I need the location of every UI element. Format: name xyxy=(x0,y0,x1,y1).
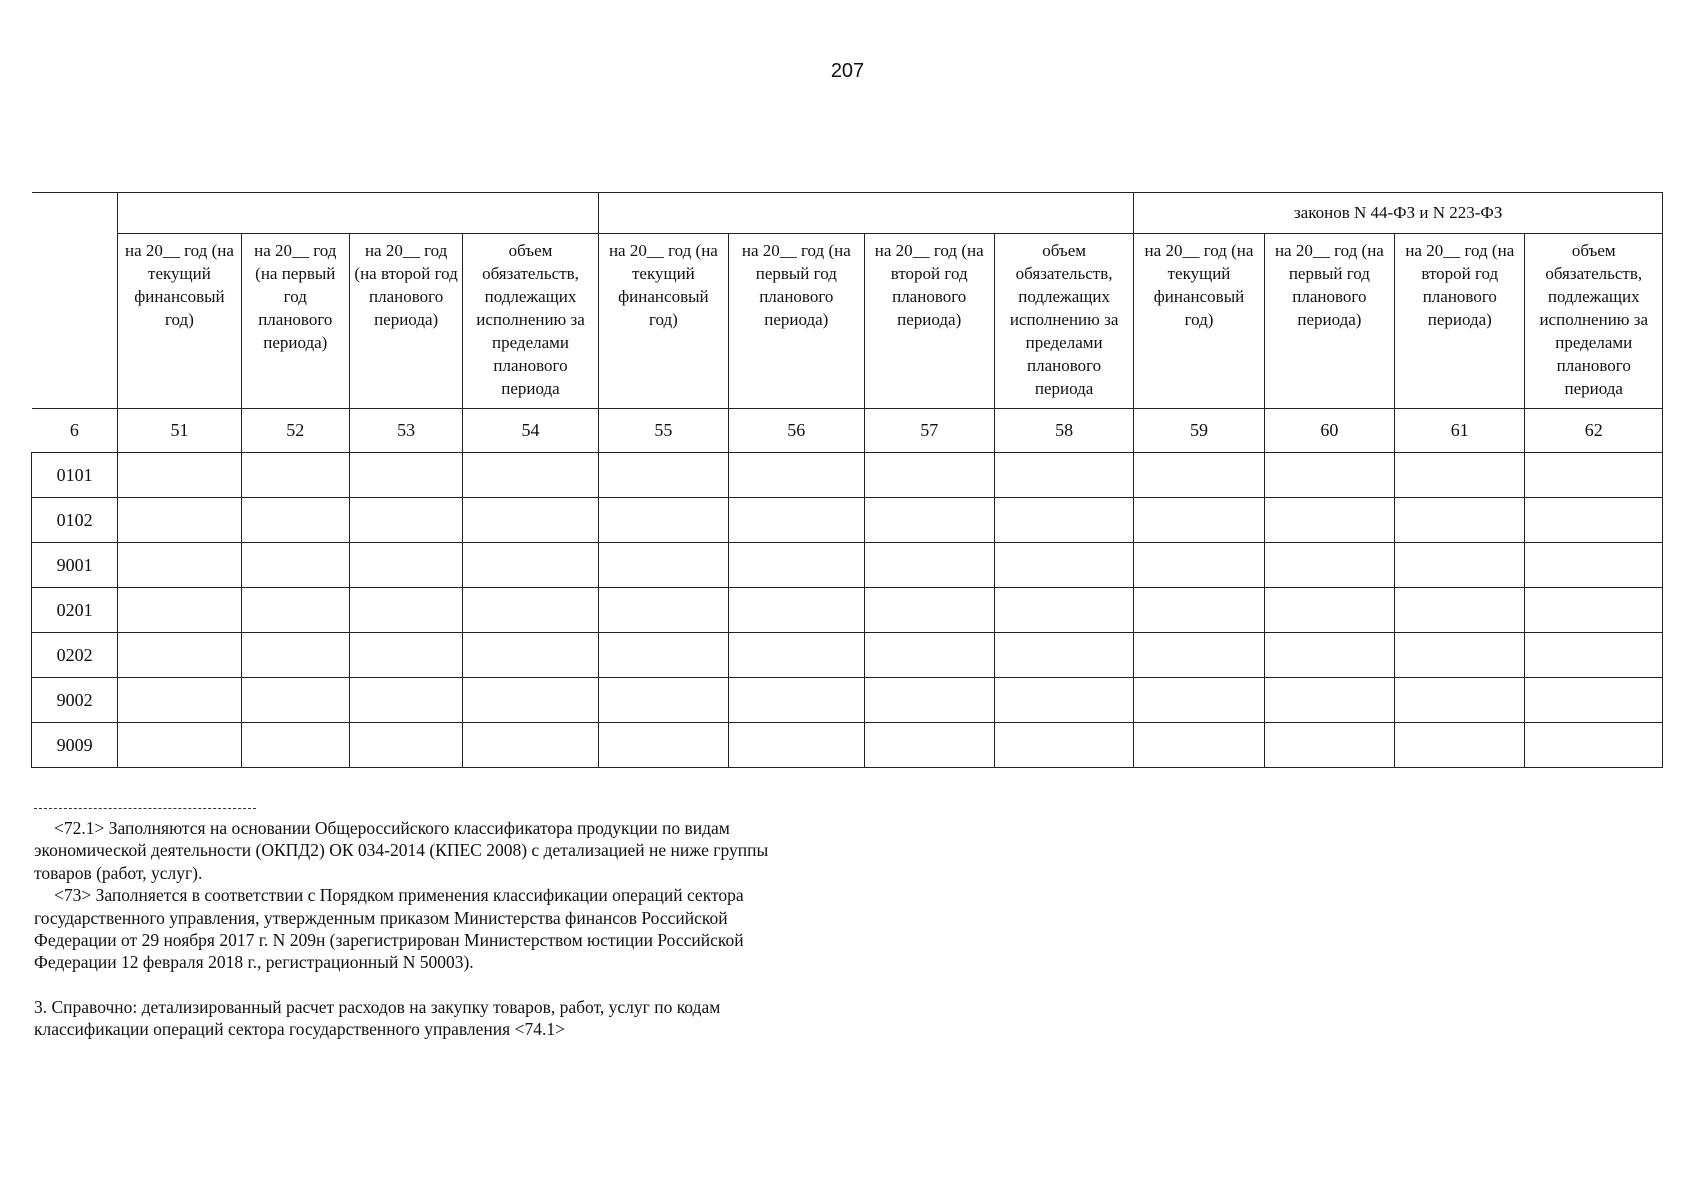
data-cell xyxy=(118,678,241,723)
column-number: 57 xyxy=(864,409,994,453)
column-number: 61 xyxy=(1395,409,1525,453)
section-3-text: 3. Справочно: детализированный расчет расходов на закупку товаров, работ, услуг по кодам классификации операций сектора государственного управления <74.1> xyxy=(34,996,721,1040)
data-cell xyxy=(349,588,462,633)
data-cell xyxy=(1134,453,1264,498)
group-header-3: законов N 44-ФЗ и N 223-ФЗ xyxy=(1134,193,1663,234)
data-cell xyxy=(463,498,598,543)
data-cell xyxy=(598,453,728,498)
table-row xyxy=(32,543,1663,588)
data-cell xyxy=(1134,633,1264,678)
column-header: на 20__ год (на текущий финансовый год) xyxy=(118,234,241,409)
data-cell xyxy=(349,723,462,768)
data-cell xyxy=(1525,498,1663,543)
corner-cell xyxy=(32,193,118,409)
data-cell xyxy=(1395,633,1525,678)
column-number: 62 xyxy=(1525,409,1663,453)
row-code: 0201 xyxy=(32,588,118,633)
data-cell xyxy=(349,633,462,678)
data-cell xyxy=(729,723,864,768)
data-cell xyxy=(1134,723,1264,768)
column-number: 6 xyxy=(32,409,118,453)
data-cell xyxy=(994,543,1133,588)
table-row xyxy=(32,678,1663,723)
data-cell xyxy=(864,678,994,723)
data-cell xyxy=(241,543,349,588)
column-header: на 20__ год (на второй год планового периода) xyxy=(864,234,994,409)
row-code: 9009 xyxy=(32,723,118,768)
table-body xyxy=(32,453,1663,768)
data-cell xyxy=(1525,588,1663,633)
data-cell xyxy=(1264,588,1394,633)
data-cell xyxy=(1525,723,1663,768)
column-header: на 20__ год (на первый год планового периода) xyxy=(241,234,349,409)
page-number: 207 xyxy=(830,60,865,82)
budget-table xyxy=(31,192,1663,768)
column-number-row xyxy=(32,409,1663,453)
table-row xyxy=(32,453,1663,498)
data-cell xyxy=(1525,678,1663,723)
row-code: 0101 xyxy=(32,453,118,498)
data-cell xyxy=(864,453,994,498)
data-cell xyxy=(729,453,864,498)
row-code: 9001 xyxy=(32,543,118,588)
data-cell xyxy=(463,723,598,768)
data-cell xyxy=(864,543,994,588)
table-row xyxy=(32,633,1663,678)
column-header: на 20__ год (на второй год планового периода) xyxy=(1395,234,1525,409)
data-cell xyxy=(241,498,349,543)
column-header: на 20__ год (на текущий финансовый год) xyxy=(1134,234,1264,409)
data-cell xyxy=(463,543,598,588)
column-number: 54 xyxy=(463,409,598,453)
column-header: на 20__ год (на первый год планового периода) xyxy=(1264,234,1394,409)
table-row xyxy=(32,588,1663,633)
data-cell xyxy=(1525,453,1663,498)
table-row xyxy=(32,723,1663,768)
data-cell xyxy=(994,588,1133,633)
data-cell xyxy=(1395,498,1525,543)
data-cell xyxy=(1264,453,1394,498)
data-cell xyxy=(1134,498,1264,543)
data-cell xyxy=(1264,678,1394,723)
data-cell xyxy=(994,633,1133,678)
column-number: 59 xyxy=(1134,409,1264,453)
footnote-separator xyxy=(34,808,256,809)
data-cell xyxy=(994,723,1133,768)
data-cell xyxy=(1395,453,1525,498)
data-cell xyxy=(598,723,728,768)
footnote-73: <73> Заполняется в соответствии с Порядком применения классификации операций сектора государственного управления, утвержденным приказом Министерства финансов Российской Федерации от 29 ноября 2017 г. N 209н (зарегистрирован Министерством юстиции Российской Федерации 12 февраля 2018 г., регистрационный N 50003). xyxy=(34,885,744,973)
data-cell xyxy=(241,453,349,498)
data-cell xyxy=(729,678,864,723)
data-cell xyxy=(598,633,728,678)
column-header: на 20__ год (на первый год планового периода) xyxy=(729,234,864,409)
data-cell xyxy=(241,678,349,723)
data-cell xyxy=(118,453,241,498)
data-cell xyxy=(463,453,598,498)
column-header: объем обязательств, подлежащих исполнению за пределами планового периода xyxy=(994,234,1133,409)
data-cell xyxy=(349,498,462,543)
data-cell xyxy=(1395,723,1525,768)
data-cell xyxy=(598,678,728,723)
column-number: 51 xyxy=(118,409,241,453)
data-cell xyxy=(241,588,349,633)
data-cell xyxy=(864,498,994,543)
column-number: 52 xyxy=(241,409,349,453)
data-cell xyxy=(1264,723,1394,768)
data-cell xyxy=(598,543,728,588)
data-cell xyxy=(864,723,994,768)
data-cell xyxy=(1395,678,1525,723)
data-cell xyxy=(729,543,864,588)
row-code: 0102 xyxy=(32,498,118,543)
column-header: объем обязательств, подлежащих исполнению за пределами планового периода xyxy=(463,234,598,409)
data-cell xyxy=(1525,633,1663,678)
data-cell xyxy=(994,453,1133,498)
data-cell xyxy=(241,633,349,678)
data-cell xyxy=(118,633,241,678)
data-cell xyxy=(463,588,598,633)
data-cell xyxy=(1134,588,1264,633)
row-code: 0202 xyxy=(32,633,118,678)
column-number: 58 xyxy=(994,409,1133,453)
group-header-2 xyxy=(598,193,1134,234)
data-cell xyxy=(463,633,598,678)
footnote-72-1: <72.1> Заполняются на основании Общероссийского классификатора продукции по видам экономической деятельности (ОКПД2) ОК 034-2014 (КПЕС 2008) с детализацией не ниже группы товаров (работ, услуг). xyxy=(34,818,769,883)
data-cell xyxy=(118,588,241,633)
data-cell xyxy=(118,543,241,588)
data-cell xyxy=(729,498,864,543)
data-cell xyxy=(1395,543,1525,588)
data-cell xyxy=(118,498,241,543)
data-cell xyxy=(864,633,994,678)
column-number: 55 xyxy=(598,409,728,453)
data-cell xyxy=(463,678,598,723)
column-number: 56 xyxy=(729,409,864,453)
column-number: 53 xyxy=(349,409,462,453)
data-cell xyxy=(1134,678,1264,723)
data-cell xyxy=(349,678,462,723)
data-cell xyxy=(598,588,728,633)
footnotes xyxy=(34,808,774,1058)
data-cell xyxy=(118,723,241,768)
column-header: на 20__ год (на текущий финансовый год) xyxy=(598,234,728,409)
data-cell xyxy=(1134,543,1264,588)
data-cell xyxy=(349,453,462,498)
data-cell xyxy=(349,543,462,588)
data-cell xyxy=(1264,633,1394,678)
group-header-row xyxy=(32,193,1663,234)
data-cell xyxy=(864,588,994,633)
column-header: объем обязательств, подлежащих исполнению за пределами планового периода xyxy=(1525,234,1663,409)
column-header: на 20__ год (на второй год планового периода) xyxy=(349,234,462,409)
data-cell xyxy=(1525,543,1663,588)
row-code: 9002 xyxy=(32,678,118,723)
data-cell xyxy=(994,678,1133,723)
data-cell xyxy=(1264,543,1394,588)
data-cell xyxy=(1264,498,1394,543)
data-cell xyxy=(729,633,864,678)
data-cell xyxy=(994,498,1133,543)
data-cell xyxy=(729,588,864,633)
data-cell xyxy=(1395,588,1525,633)
data-cell xyxy=(598,498,728,543)
column-number: 60 xyxy=(1264,409,1394,453)
data-cell xyxy=(241,723,349,768)
column-header-row xyxy=(32,234,1663,409)
group-header-1 xyxy=(118,193,598,234)
table-row xyxy=(32,498,1663,543)
